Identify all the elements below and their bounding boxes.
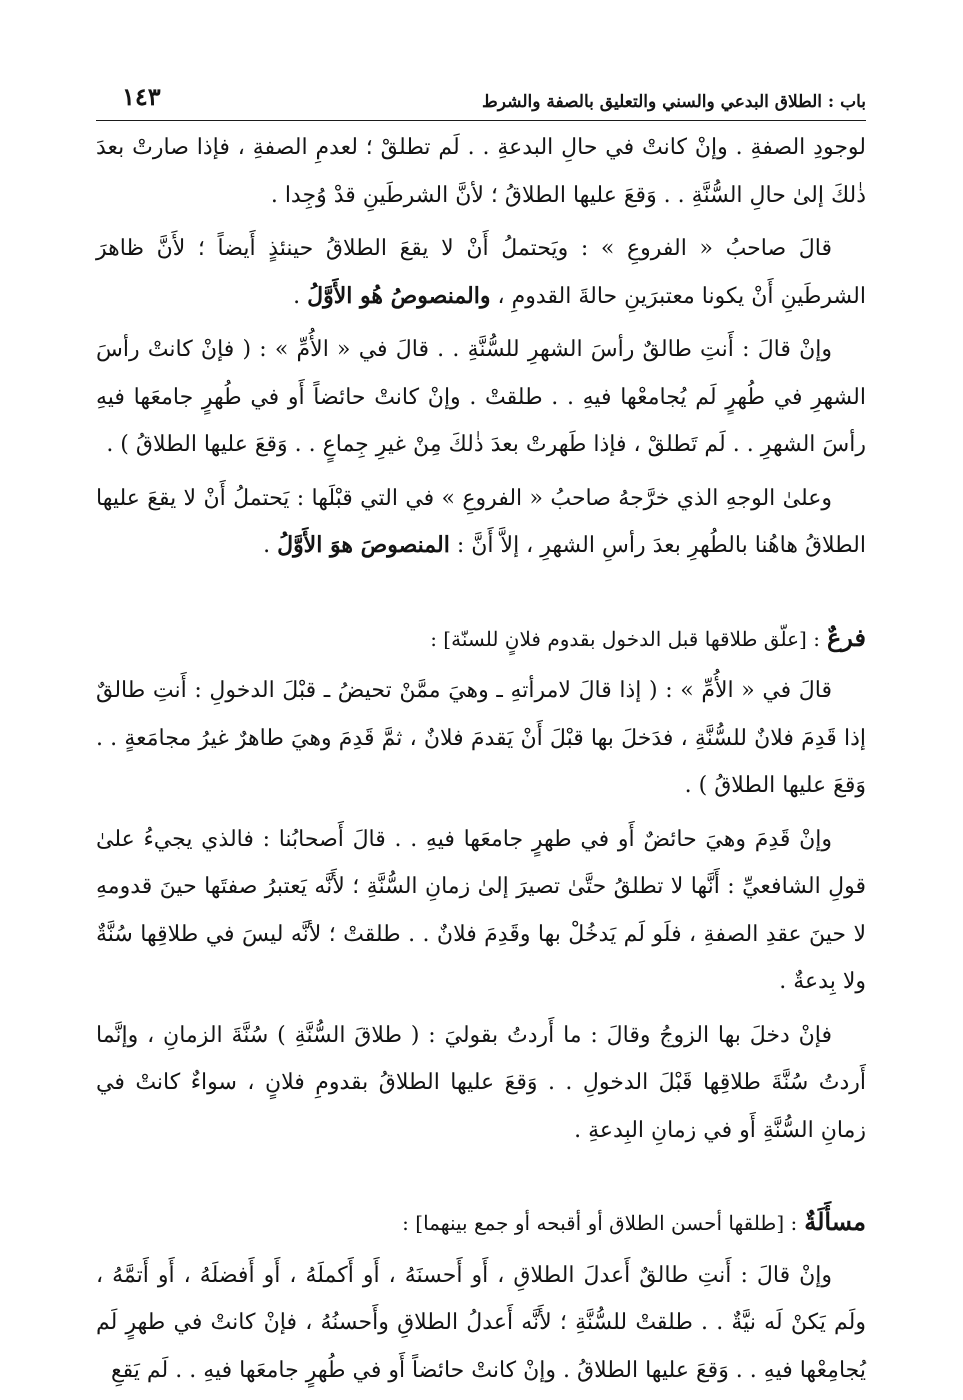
paragraph-head-of-month: وإنْ قالَ : أَنتِ طالقٌ رأسَ الشهرِ للسُّنَّةِ . . قالَ في « الأُمِّ » : ( فإنْ كانتْ رأسَ الشهرِ في طُهرٍ لَم يُجامعْها فيهِ . . طلقتْ . وإنْ كانتْ حائضاً أَو في طُهرٍ جامعَها فيهِ رأسَ الشهرِ . . لَم تَطلقْ ، فإذا طَهرتْ بعدَ ذٰلكَ مِنْ غيرِ جِماعٍ . . وَقعَ عليها الطلاقُ ) . — [96, 337, 866, 457]
paragraph-end: . — [293, 283, 308, 309]
paragraph-best-divorce: وإنْ قالَ : أَنتِ طالقٌ أَعدلَ الطلاقِ ، أَو أَحسنَهُ ، أَو أَكملَهُ ، أَو أَفضلَهُ ، أَو أَتمَّهُ ، ولَم يَكنْ لَه نيَّةٌ . . طلقتْ للسُّنَّةِ ؛ لأَنَّه أَعدلُ الطلاقِ وأَحسنُهُ ، فإنْ كانتْ في طهرٍ لَم يُجامِعْها فيهِ . . وَقعَ عليها الطلاقُ . وإنْ كانتْ حائضاً أَو في طُهرٍ جامعَها فيهِ . . لَم يَقعِ — [96, 1262, 866, 1383]
paragraph-continuation: لوجودِ الصفةِ . وإنْ كانتْ في حالِ البدعةِ . . لَم تطلقْ ؛ لعدمِ الصفةِ ، فإذا صارتْ بعدَ ذٰلكَ إلىٰ حالِ السُّنَّةِ . . وَقعَ عليها الطلاقُ ؛ لأنَّ الشرطَينِ قدْ وُجِدا . — [96, 135, 866, 208]
section-heading-far — [96, 614, 866, 664]
page-body — [96, 124, 866, 1400]
paragraph-alternative-view — [96, 475, 866, 570]
heading-title: : [طلقها أحسن الطلاق أو أقبحه أو جمع بينهما] : — [402, 1211, 798, 1235]
bold-ruling: المنصوصَ هوَ الأَوَّلُ — [277, 532, 450, 558]
paragraph-end: . — [263, 533, 278, 558]
paragraph-text: قالَ صاحبُ « الفروعِ » : ويَحتملُ أَنْ لا يقعَ الطلاقُ حينئذٍ أَيضاً ؛ لأَنَّ ظاهرَ الشرطَينِ أَنْ يكونا معتبرَينِ حالةَ القدومِ ، — [96, 236, 866, 309]
page-number: ١٤٣ — [122, 82, 161, 111]
chapter-title: باب : الطلاق البدعي والسني والتعليق بالصفة والشرط — [482, 92, 866, 112]
heading-keyword: فرعٌ — [826, 622, 866, 652]
paragraph-umm-quote: قالَ في « الأُمِّ » : ( إذا قالَ لامرأتهِ ـ وهيَ ممَّنْ تحيضُ ـ قبْلَ الدخولِ : أَنتِ طالقٌ إذا قَدِمَ فلانٌ للسُّنَّةِ ، فدَخلَ بها قبْلَ أَنْ يَقدمَ فلانٌ ، ثمَّ قَدِمَ وهيَ طاهرٌ غيرُ مجامَعةٍ . . وَقعَ عليها الطلاقُ ) . — [96, 678, 866, 798]
heading-keyword: مسأَلَةٌ — [804, 1207, 866, 1236]
paragraph-companions-view: وإنْ قَدِمَ وهيَ حائضٌ أَو في طهرٍ جامعَها فيهِ . . قالَ أَصحابُنا : فالذي يجيءُ علىٰ قولِ الشافعيِّ : أَنَّها لا تطلقُ حتَّىٰ تصيرَ إلىٰ زمانِ السُّنَّةِ ؛ لأَنَّه يَعتبرُ صفتَها حينَ قدومهِ لا حينَ عقدِ الصفةِ ، فلَو لَم يَدخُلْ بها وقَدِمَ فلانٌ . . طلقتْ ؛ لأنَّه ليسَ في طلاقِها سُنَّةٌ ولا بِدعةٌ . — [96, 826, 866, 994]
paragraph-text: وعلىٰ الوجهِ الذي خرَّجهُ صاحبُ « الفروعِ » في التي قبْلَها : يَحتملُ أَنْ لا يقعَ عليها الطلاقُ هاهُنا بالطُهرِ بعدَ رأسِ الشهرِ ، إلاَّ أَنَّ : — [96, 485, 866, 558]
paragraph-furu-opinion — [96, 225, 866, 320]
bold-ruling: والمنصوصُ هُو الأَوَّلُ — [307, 282, 491, 309]
paragraph-husband-intent: فإنْ دخلَ بها الزوجُ وقالَ : ما أَردتُ بقوليَ : ( طلاقَ السُّنَّةِ ) سُنَّةَ الزمانِ ، وإنَّما أَردتُ سُنَّةَ طلاقِها قَبْلَ الدخولِ . . وَقعَ عليها الطلاقُ بقدومِ فلانٍ ، سواءٌ كانتْ في زمانِ السُّنَّةِ أَو في زمانِ البِدعةِ . — [96, 1022, 866, 1143]
heading-title: : [علّق طلاقها قبل الدخول بقدوم فلانٍ للسنّة] : — [430, 626, 820, 651]
section-heading-masala — [96, 1198, 866, 1248]
page-header — [96, 80, 866, 121]
